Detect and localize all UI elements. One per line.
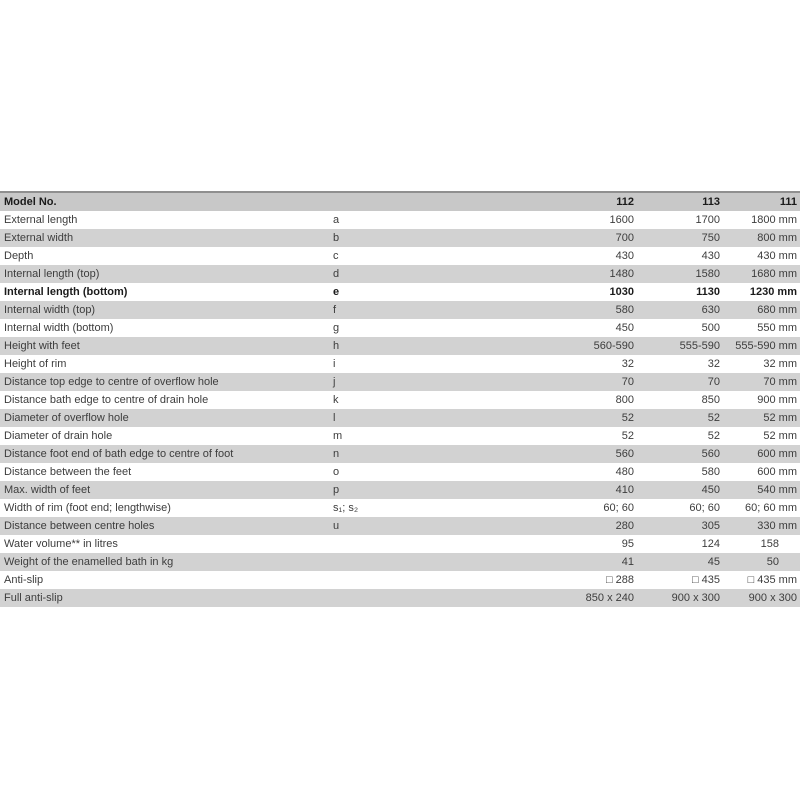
cell-v113: 1130 [696,286,720,298]
cell-v112: 430 [615,250,634,262]
cell-label: Max. width of feet [4,484,91,496]
cell-letter: e [333,286,340,298]
cell-v112: 580 [615,304,634,316]
table-row [0,409,800,427]
column-header-letter [330,193,385,211]
cell-v111: 900 x 300 [748,592,797,604]
cell-v112: 800 [615,394,634,406]
cell-label: Height of rim [4,358,67,370]
table-row [0,553,800,571]
cell-v113: 555-590 [679,340,720,352]
cell-label: Distance bath edge to centre of drain hole [4,394,209,406]
cell-v112: 95 [621,538,634,550]
cell-v113: 124 [701,538,720,550]
cell-v111: 1680 mm [751,268,797,280]
cell-v112: 280 [615,520,634,532]
cell-label: Distance foot end of bath edge to centre of foot [4,448,234,460]
cell-label: Internal length (top) [4,268,100,280]
cell-letter: i [333,358,336,370]
table-row [0,427,800,445]
cell-letter: c [333,250,339,262]
table-row [0,319,800,337]
cell-v112: 1600 [609,214,634,226]
cell-v111: 680 mm [757,304,797,316]
cell-v111: 900 mm [757,394,797,406]
cell-label: Diameter of overflow hole [4,412,129,424]
cell-v111: 52 mm [763,430,797,442]
cell-letter: b [333,232,340,244]
cell-v111: 32 mm [763,358,797,370]
cell-letter: k [333,394,339,406]
table-row [0,535,800,553]
cell-letter: j [333,376,336,388]
cell-v113: 32 [707,358,720,370]
cell-v111: 555-590 mm [735,340,797,352]
cell-label: External width [4,232,74,244]
cell-v111: 330 mm [757,520,797,532]
cell-v113: 52 [707,412,720,424]
cell-v113: 430 [701,250,720,262]
cell-v113: 45 [707,556,720,568]
column-header-113: 113 [702,196,720,208]
table-row [0,571,800,589]
cell-v111: 50 [766,556,779,568]
cell-v113: 450 [701,484,720,496]
cell-v113: 305 [701,520,720,532]
cell-label: Full anti-slip [4,592,63,604]
cell-v113: 900 x 300 [671,592,720,604]
cell-v112: 480 [615,466,634,478]
cell-v113: □ 435 [691,574,720,586]
cell-label: Diameter of drain hole [4,430,113,442]
cell-label: Weight of the enamelled bath in kg [4,556,174,568]
table-row [0,301,800,319]
cell-v112: 700 [615,232,634,244]
cell-letter: l [333,412,336,424]
table-row [0,265,800,283]
cell-v111: 70 mm [763,376,797,388]
table-row [0,247,800,265]
cell-letter: p [333,484,340,496]
table-row [0,391,800,409]
cell-v113: 560 [701,448,720,460]
cell-v111: 60; 60 mm [745,502,797,514]
cell-v111: 430 mm [757,250,797,262]
cell-letter: d [333,268,340,280]
cell-letter: m [333,430,343,442]
cell-v112: 1480 [609,268,634,280]
cell-v113: 750 [701,232,720,244]
cell-label: Anti-slip [4,574,44,586]
cell-label: Water volume** in litres [4,538,118,550]
cell-letter [330,553,385,571]
cell-letter: n [333,448,340,460]
cell-v113: 850 [701,394,720,406]
cell-v112: 410 [615,484,634,496]
cell-v112: 450 [615,322,634,334]
table-row [0,589,800,607]
table-row [0,373,800,391]
cell-v113: 60; 60 [689,502,720,514]
table-row [0,463,800,481]
table-row [0,337,800,355]
table-row [0,355,800,373]
cell-label: Distance between centre holes [4,520,155,532]
cell-v112: □ 288 [605,574,634,586]
table-row [0,499,800,517]
cell-v111: □ 435 mm [747,574,797,586]
cell-label: Distance between the feet [4,466,132,478]
cell-label: Internal width (top) [4,304,96,316]
cell-v113: 500 [701,322,720,334]
cell-label: Distance top edge to centre of overflow hole [4,376,219,388]
cell-letter [330,535,385,553]
cell-label: External length [4,214,78,226]
cell-v113: 580 [701,466,720,478]
cell-v111: 540 mm [757,484,797,496]
cell-v112: 41 [621,556,634,568]
cell-letter: u [333,520,340,532]
cell-v112: 1030 [609,286,634,298]
spec-table [0,191,800,607]
cell-v112: 70 [621,376,634,388]
cell-v112: 52 [621,412,634,424]
cell-v111: 52 mm [763,412,797,424]
cell-v111: 550 mm [757,322,797,334]
cell-v113: 1700 [695,214,720,226]
cell-v113: 630 [701,304,720,316]
table-row [0,211,800,229]
column-header-111: 111 [779,196,797,208]
table-header-row [0,193,800,211]
cell-v111: 800 mm [757,232,797,244]
cell-v111: 158 [760,538,779,550]
table-body [0,211,800,607]
cell-label: Height with feet [4,340,80,352]
cell-v111: 600 mm [757,448,797,460]
cell-letter: o [333,466,340,478]
cell-letter [330,571,385,589]
cell-letter: g [333,322,340,334]
table-row [0,445,800,463]
cell-v112: 850 x 240 [585,592,634,604]
table-row [0,517,800,535]
cell-v113: 52 [707,430,720,442]
cell-label: Internal length (bottom) [4,286,128,298]
cell-letter: f [333,304,337,316]
cell-label: Width of rim (foot end; lengthwise) [4,502,171,514]
table-row [0,481,800,499]
cell-v112: 32 [621,358,634,370]
cell-v112: 560-590 [593,340,634,352]
table-row [0,283,800,301]
column-header-model-no: Model No. [4,196,57,208]
cell-letter: a [333,214,340,226]
table-row [0,229,800,247]
cell-v113: 1580 [695,268,720,280]
cell-v111: 1800 mm [751,214,797,226]
cell-v112: 560 [615,448,634,460]
cell-v111: 1230 mm [749,286,797,298]
cell-letter [330,589,385,607]
cell-v112: 52 [621,430,634,442]
cell-label: Depth [4,250,34,262]
column-header-112: 112 [616,196,634,208]
cell-v112: 60; 60 [603,502,634,514]
cell-v111: 600 mm [757,466,797,478]
cell-v113: 70 [707,376,720,388]
cell-letter: s₁; s₂ [333,502,359,514]
cell-label: Internal width (bottom) [4,322,114,334]
cell-letter: h [333,340,340,352]
